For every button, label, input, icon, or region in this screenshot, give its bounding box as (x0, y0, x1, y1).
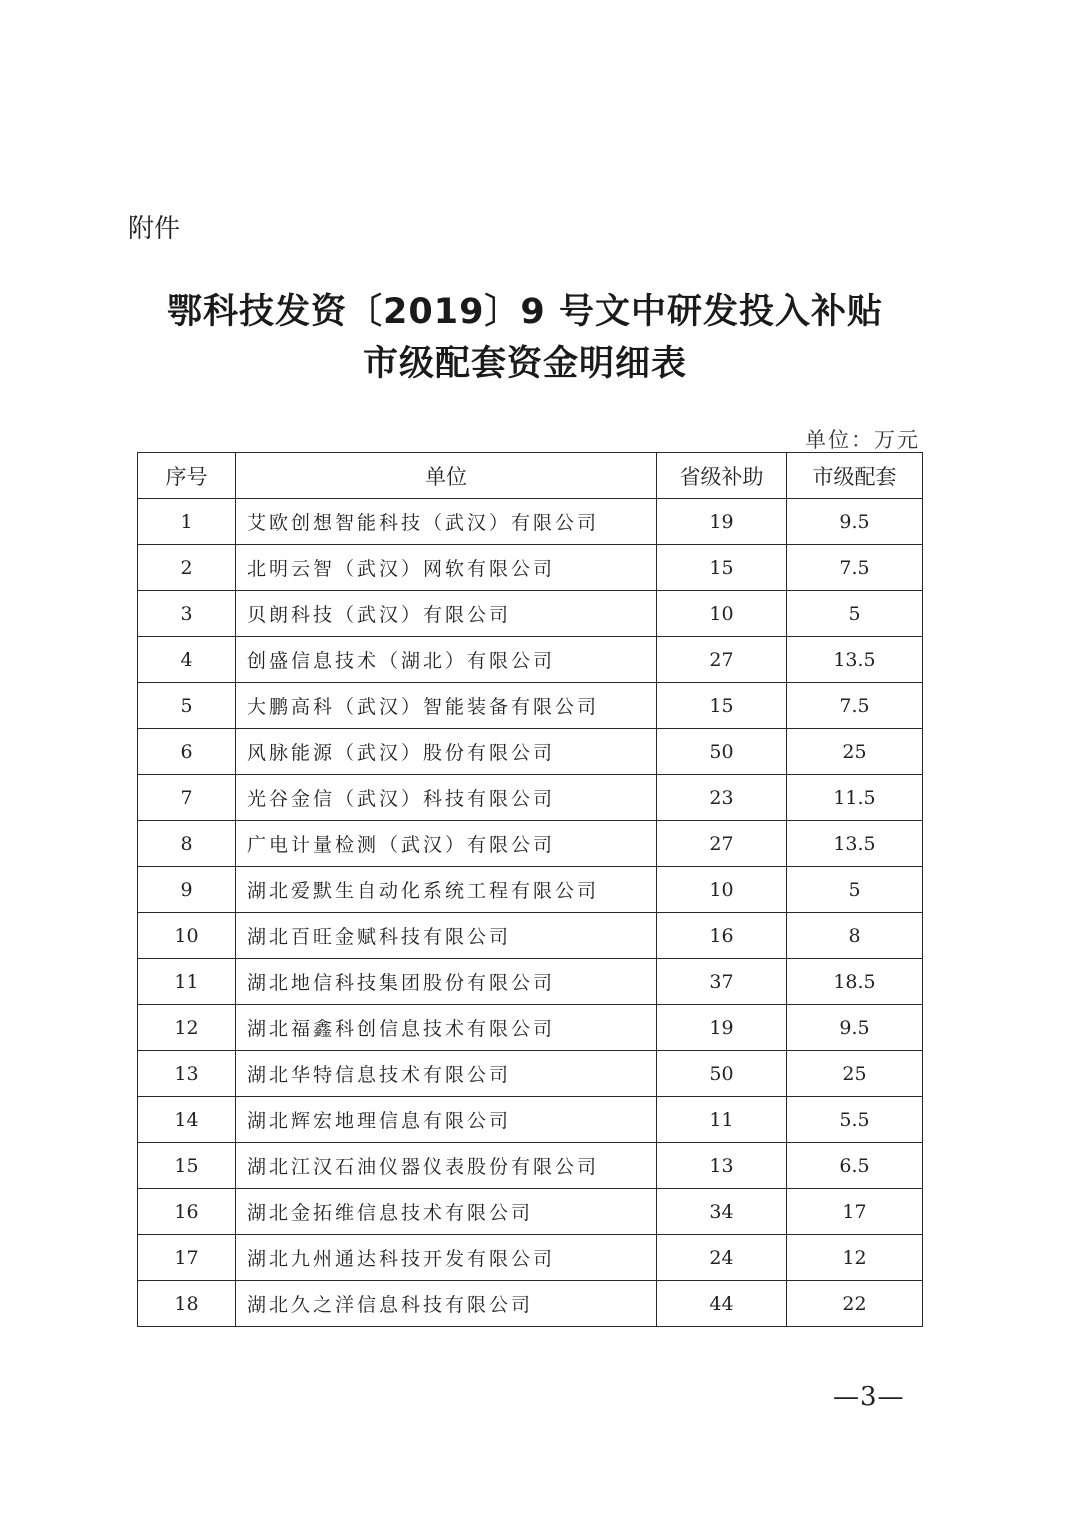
table-row (138, 1189, 923, 1235)
row-company: 湖北辉宏地理信息有限公司 (236, 1097, 657, 1143)
row-municipal: 5.5 (787, 1097, 923, 1143)
table-header-row (138, 453, 923, 499)
row-provincial: 10 (657, 867, 787, 913)
table-row (138, 545, 923, 591)
row-municipal: 13.5 (787, 821, 923, 867)
row-company: 大鹏高科（武汉）智能装备有限公司 (236, 683, 657, 729)
table-row (138, 775, 923, 821)
row-index: 16 (138, 1189, 236, 1235)
row-index: 17 (138, 1235, 236, 1281)
table-row (138, 1005, 923, 1051)
table-row (138, 913, 923, 959)
row-municipal: 9.5 (787, 499, 923, 545)
row-provincial: 19 (657, 499, 787, 545)
row-company: 湖北地信科技集团股份有限公司 (236, 959, 657, 1005)
row-index: 12 (138, 1005, 236, 1051)
header-provincial-subsidy: 省级补助 (657, 453, 787, 499)
row-index: 1 (138, 499, 236, 545)
row-provincial: 10 (657, 591, 787, 637)
document-title-line-1: 鄂科技发资〔2019〕9 号文中研发投入补贴 (167, 292, 883, 332)
row-index: 5 (138, 683, 236, 729)
row-municipal: 6.5 (787, 1143, 923, 1189)
row-provincial: 13 (657, 1143, 787, 1189)
row-provincial: 44 (657, 1281, 787, 1327)
row-provincial: 27 (657, 821, 787, 867)
row-municipal: 22 (787, 1281, 923, 1327)
header-company: 单位 (236, 453, 657, 499)
table-row (138, 499, 923, 545)
row-provincial: 34 (657, 1189, 787, 1235)
table-row (138, 637, 923, 683)
row-company: 广电计量检测（武汉）有限公司 (236, 821, 657, 867)
header-municipal-matching: 市级配套 (787, 453, 923, 499)
table-row (138, 1235, 923, 1281)
row-municipal: 18.5 (787, 959, 923, 1005)
row-index: 3 (138, 591, 236, 637)
table-row (138, 1051, 923, 1097)
row-index: 10 (138, 913, 236, 959)
table-row (138, 867, 923, 913)
row-company: 北明云智（武汉）网软有限公司 (236, 545, 657, 591)
subsidy-detail-table (137, 452, 923, 1327)
row-company: 湖北华特信息技术有限公司 (236, 1051, 657, 1097)
row-index: 7 (138, 775, 236, 821)
row-company: 风脉能源（武汉）股份有限公司 (236, 729, 657, 775)
row-company: 湖北福鑫科创信息技术有限公司 (236, 1005, 657, 1051)
row-provincial: 11 (657, 1097, 787, 1143)
table-row (138, 1281, 923, 1327)
row-provincial: 50 (657, 729, 787, 775)
row-index: 11 (138, 959, 236, 1005)
row-index: 14 (138, 1097, 236, 1143)
row-municipal: 25 (787, 729, 923, 775)
row-index: 8 (138, 821, 236, 867)
row-municipal: 8 (787, 913, 923, 959)
row-provincial: 15 (657, 683, 787, 729)
row-index: 2 (138, 545, 236, 591)
page-number: —3— (833, 1382, 905, 1412)
row-company: 湖北江汉石油仪器仪表股份有限公司 (236, 1143, 657, 1189)
row-municipal: 17 (787, 1189, 923, 1235)
table-row (138, 683, 923, 729)
table-row (138, 1143, 923, 1189)
row-company: 创盛信息技术（湖北）有限公司 (236, 637, 657, 683)
row-company: 湖北九州通达科技开发有限公司 (236, 1235, 657, 1281)
row-municipal: 25 (787, 1051, 923, 1097)
row-index: 18 (138, 1281, 236, 1327)
row-company: 湖北百旺金赋科技有限公司 (236, 913, 657, 959)
row-provincial: 24 (657, 1235, 787, 1281)
document-title-line-2: 市级配套资金明细表 (362, 344, 687, 384)
row-provincial: 19 (657, 1005, 787, 1051)
row-municipal: 7.5 (787, 683, 923, 729)
row-index: 9 (138, 867, 236, 913)
unit-label: 单位：万元 (805, 428, 920, 452)
row-municipal: 11.5 (787, 775, 923, 821)
row-municipal: 13.5 (787, 637, 923, 683)
row-municipal: 5 (787, 867, 923, 913)
attachment-label: 附件 (128, 214, 181, 244)
row-provincial: 37 (657, 959, 787, 1005)
header-index: 序号 (138, 453, 236, 499)
row-index: 4 (138, 637, 236, 683)
row-index: 15 (138, 1143, 236, 1189)
row-company: 湖北金拓维信息技术有限公司 (236, 1189, 657, 1235)
row-municipal: 12 (787, 1235, 923, 1281)
table-row (138, 821, 923, 867)
table-row (138, 959, 923, 1005)
row-index: 13 (138, 1051, 236, 1097)
row-company: 光谷金信（武汉）科技有限公司 (236, 775, 657, 821)
row-municipal: 9.5 (787, 1005, 923, 1051)
table-row (138, 1097, 923, 1143)
row-provincial: 50 (657, 1051, 787, 1097)
row-index: 6 (138, 729, 236, 775)
row-provincial: 16 (657, 913, 787, 959)
row-company: 贝朗科技（武汉）有限公司 (236, 591, 657, 637)
row-company: 艾欧创想智能科技（武汉）有限公司 (236, 499, 657, 545)
row-municipal: 5 (787, 591, 923, 637)
row-provincial: 23 (657, 775, 787, 821)
row-provincial: 15 (657, 545, 787, 591)
table-row (138, 591, 923, 637)
row-municipal: 7.5 (787, 545, 923, 591)
row-company: 湖北爱默生自动化系统工程有限公司 (236, 867, 657, 913)
row-company: 湖北久之洋信息科技有限公司 (236, 1281, 657, 1327)
table-row (138, 729, 923, 775)
row-provincial: 27 (657, 637, 787, 683)
